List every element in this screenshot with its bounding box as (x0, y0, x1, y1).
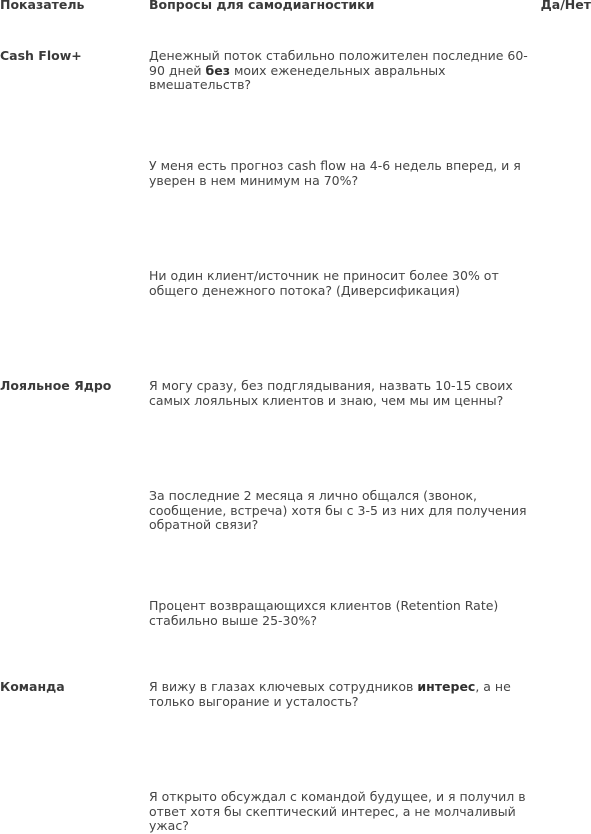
question-text (149, 49, 534, 93)
question-text-part: моих еженедельных авральных вмешательств? (149, 62, 446, 92)
header-indicator: Показатель (0, 0, 85, 12)
question-text-part: , а не только выгорание и усталость? (149, 679, 511, 709)
question-text-part: Я могу сразу, без подглядывания, назвать 10-15 своих самых лояльных клиентов и знаю, чем мы им ценны? (149, 378, 513, 408)
header-questions: Вопросы для самодиагностики (149, 0, 375, 12)
question-text (149, 680, 534, 709)
question-text-part: За последние 2 месяца я лично общался (звонок, сообщение, встреча) хотя бы с 3-5 из них для получения обратной связи? (149, 488, 527, 532)
question-text-part: Я открыто обсуждал с командой будущее, и я получил в ответ хотя бы скептический интерес, а не молчаливый ужас? (149, 789, 526, 833)
question-text-part: Денежный поток стабильно положителен последние 60-90 дней (149, 48, 528, 78)
question-text (149, 599, 534, 628)
question-text-part: Я вижу в глазах ключевых сотрудников (149, 679, 418, 694)
emphasis-text: без (205, 62, 230, 78)
indicator-label: Лояльное Ядро (0, 378, 112, 393)
indicator-label: Cash Flow+ (0, 48, 82, 63)
emphasis-text: интерес (417, 679, 476, 694)
question-text (149, 489, 534, 533)
question-text (149, 159, 534, 188)
question-text-part: Ни один клиент/источник не приносит более 30% от общего денежного потока? (Диверсификация) (149, 268, 499, 298)
question-text (149, 790, 534, 834)
question-text-part: У меня есть прогноз cash flow на 4-6 недель вперед, и я уверен в нем минимум на 70%? (149, 158, 521, 188)
indicator-label: Команда (0, 679, 65, 694)
header-answer: Да/Нет (540, 0, 591, 12)
question-text-part: Процент возвращающихся клиентов (Retention Rate) стабильно выше 25-30%? (149, 598, 499, 628)
question-text (149, 379, 534, 408)
question-text (149, 269, 534, 298)
